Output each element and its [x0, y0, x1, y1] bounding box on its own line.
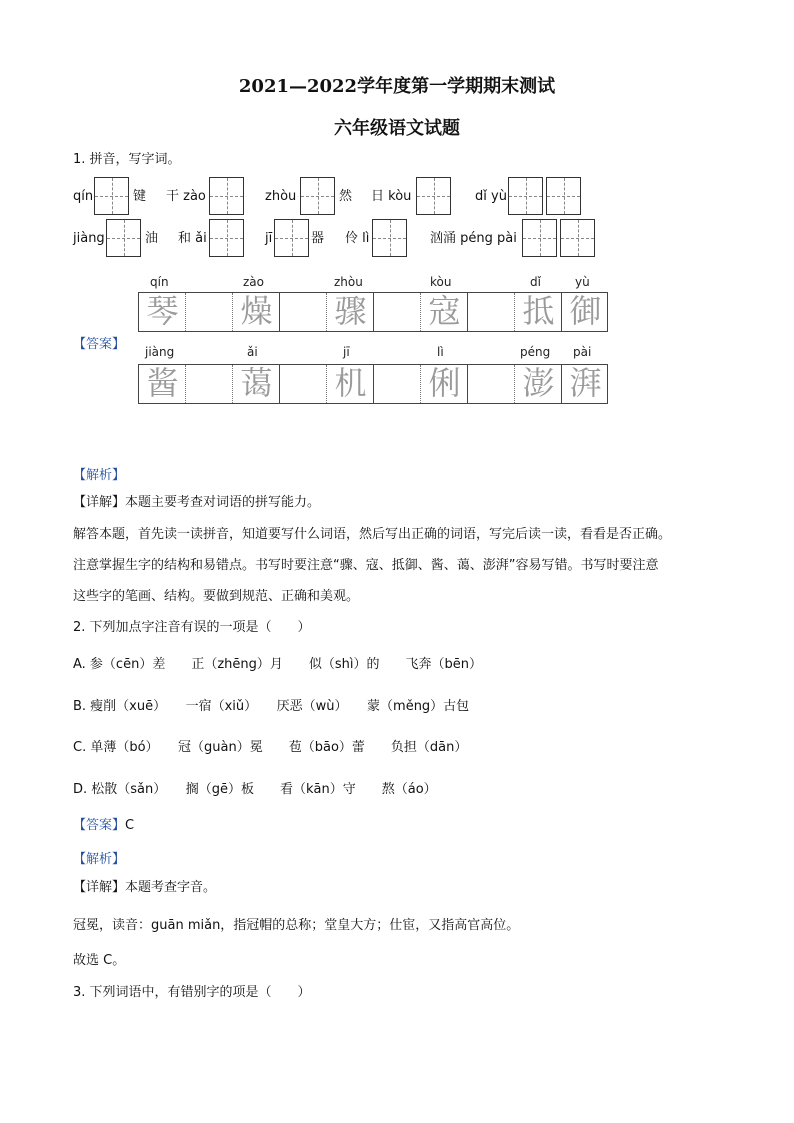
answer-char: 澎: [522, 364, 555, 402]
option-d[interactable]: D. 松散（sǎn） 搁（gē）板 看（kān）守 熬（áo）: [73, 782, 437, 797]
writing-box[interactable]: [209, 177, 244, 215]
detail-label: 【详解】: [73, 495, 126, 510]
q1-pinyin: 和 ǎi: [178, 231, 207, 246]
option-b[interactable]: B. 瘦削（xuē） 一宿（xiǔ） 厌恶（wù） 蒙（měng）古包: [73, 699, 470, 714]
answer-pinyin: yù: [575, 275, 590, 289]
analysis-label: 【解析】: [73, 468, 126, 483]
answer-pinyin: péng: [520, 345, 551, 359]
answer-pinyin: jiàng: [145, 345, 175, 359]
q1-pinyin: zhòu: [265, 189, 297, 204]
q1-stem: 1. 拼音，写字词。: [73, 152, 181, 167]
q1-pinyin: jī: [265, 231, 273, 246]
answer-char: 琴: [146, 292, 179, 330]
paragraph: 解答本题，首先读一读拼音，知道要写什么词语，然后写出正确的词语，写完后读一读，看看是否正确。: [73, 527, 672, 542]
detail-line: [73, 494, 320, 512]
detail-text: 本题考查字音。: [125, 880, 217, 895]
q1-pinyin: jiàng: [73, 231, 105, 246]
answer-line: [73, 817, 134, 835]
writing-box[interactable]: [522, 219, 557, 257]
answer-char: 湃: [569, 364, 602, 402]
answer-char: 蔼: [240, 364, 273, 402]
answer-pinyin: jī: [343, 345, 350, 359]
answer-char: 骤: [334, 292, 367, 330]
q1-pinyin: 日 kòu: [371, 189, 412, 204]
writing-box[interactable]: [546, 177, 581, 215]
writing-box[interactable]: [416, 177, 451, 215]
writing-box[interactable]: [274, 219, 309, 257]
answer-pinyin: zào: [243, 275, 264, 289]
detail-label: 【详解】: [73, 880, 126, 895]
q1-pinyin: dǐ yù: [475, 189, 507, 204]
answer-grid: [138, 292, 608, 332]
q3-stem: 3. 下列词语中，有错别字的项是（ ）: [73, 985, 311, 1000]
answer-pinyin: ǎi: [247, 345, 258, 359]
answer-label: 【答案】: [73, 337, 126, 352]
q1-pinyin: qín: [73, 189, 94, 204]
writing-box[interactable]: [372, 219, 407, 257]
answer-char: 酱: [146, 364, 179, 402]
writing-box[interactable]: [300, 177, 335, 215]
page-title: 2021—2022学年度第一学期期末测试: [238, 76, 556, 97]
writing-box[interactable]: [94, 177, 129, 215]
answer-pinyin: dǐ: [530, 275, 541, 289]
paragraph: 冠冕，读音：guān miǎn，指冠帽的总称；堂皇大方；仕宦，又指高官高位。: [73, 918, 520, 933]
answer-grid: [138, 364, 608, 404]
answer-char: 寇: [428, 292, 461, 330]
analysis-label: 【解析】: [73, 852, 126, 867]
page-subtitle: 六年级语文试题: [334, 118, 460, 139]
option-a[interactable]: A. 参（cēn）差 正（zhēng）月 似（shì）的 飞奔（bēn）: [73, 657, 482, 672]
q1-text: 然: [339, 189, 353, 204]
answer-char: 机: [334, 364, 367, 402]
paragraph: 故选 C。: [73, 953, 126, 968]
answer-pinyin: zhòu: [334, 275, 363, 289]
writing-box[interactable]: [106, 219, 141, 257]
writing-box[interactable]: [209, 219, 244, 257]
answer-pinyin: pài: [573, 345, 592, 359]
option-c[interactable]: C. 单薄（bó） 冠（guàn）冕 苞（bāo）蕾 负担（dān）: [73, 740, 468, 755]
detail-line: [73, 879, 216, 897]
q1-pinyin: 汹涌 péng pài: [430, 231, 517, 246]
q2-stem: 2. 下列加点字注音有误的一项是（ ）: [73, 620, 311, 635]
q1-text: 器: [311, 231, 325, 246]
writing-box[interactable]: [508, 177, 543, 215]
detail-text: 本题主要考查对词语的拼写能力。: [125, 495, 321, 510]
answer-char: 抵: [522, 292, 555, 330]
q1-text: 油: [145, 231, 159, 246]
q1-text: 键: [133, 189, 147, 204]
paragraph: 这些字的笔画、结构。要做到规范、正确和美观。: [73, 589, 360, 604]
answer-char: 俐: [428, 364, 461, 402]
answer-pinyin: lì: [437, 345, 444, 359]
q1-pinyin: 干 zào: [166, 189, 206, 204]
answer-value: C: [125, 818, 135, 833]
answer-label: 【答案】: [73, 818, 126, 833]
answer-pinyin: qín: [150, 275, 169, 289]
answer-char: 御: [569, 292, 602, 330]
writing-box[interactable]: [560, 219, 595, 257]
answer-char: 燥: [240, 292, 273, 330]
q1-pinyin: 伶 lì: [345, 231, 370, 246]
answer-pinyin: kòu: [430, 275, 452, 289]
paragraph: 注意掌握生字的结构和易错点。书写时要注意“骤、寇、抵御、酱、蔼、澎湃”容易写错。书写时要注意: [73, 558, 659, 573]
